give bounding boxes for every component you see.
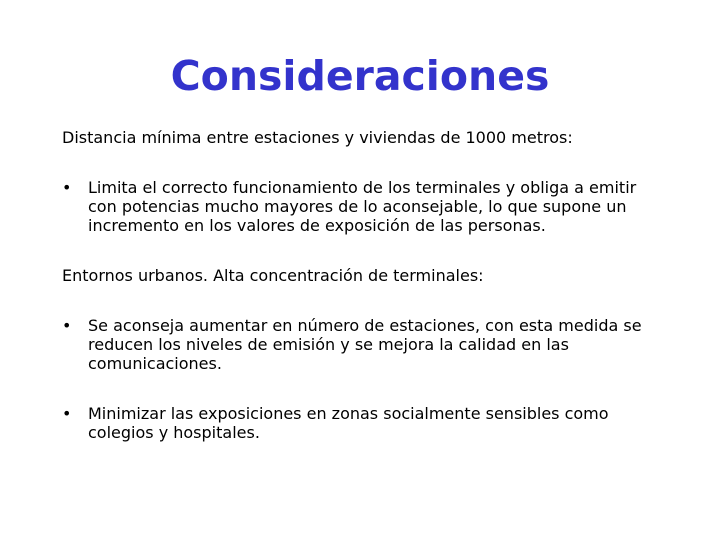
list-item	[62, 404, 662, 442]
bullet-text: Minimizar las exposiciones en zonas socialmente sensibles como colegios y hospitales.	[88, 404, 609, 442]
bullet-text: Se aconseja aumentar en número de estaciones, con esta medida se reducen los niveles de emisión y se mejora la calidad en las comunicaciones.	[88, 316, 642, 373]
bullet-list-urban	[62, 316, 662, 442]
section-heading-urban: Entornos urbanos. Alta concentración de terminales:	[62, 266, 484, 285]
list-item	[62, 316, 662, 373]
slide-title: Consideraciones	[170, 52, 550, 100]
bullet-list-distance	[62, 178, 662, 235]
bullet-text: Limita el correcto funcionamiento de los terminales y obliga a emitir con potencias mucho mayores de lo aconsejable, lo que supone un incremento en los valores de exposición de las personas.	[88, 178, 637, 235]
section-heading-distance: Distancia mínima entre estaciones y viviendas de 1000 metros:	[62, 128, 573, 147]
list-item	[62, 178, 662, 235]
bullet-icon: •	[62, 404, 72, 423]
bullet-icon: •	[62, 316, 72, 335]
bullet-icon: •	[62, 178, 72, 197]
slide-content	[62, 128, 662, 442]
